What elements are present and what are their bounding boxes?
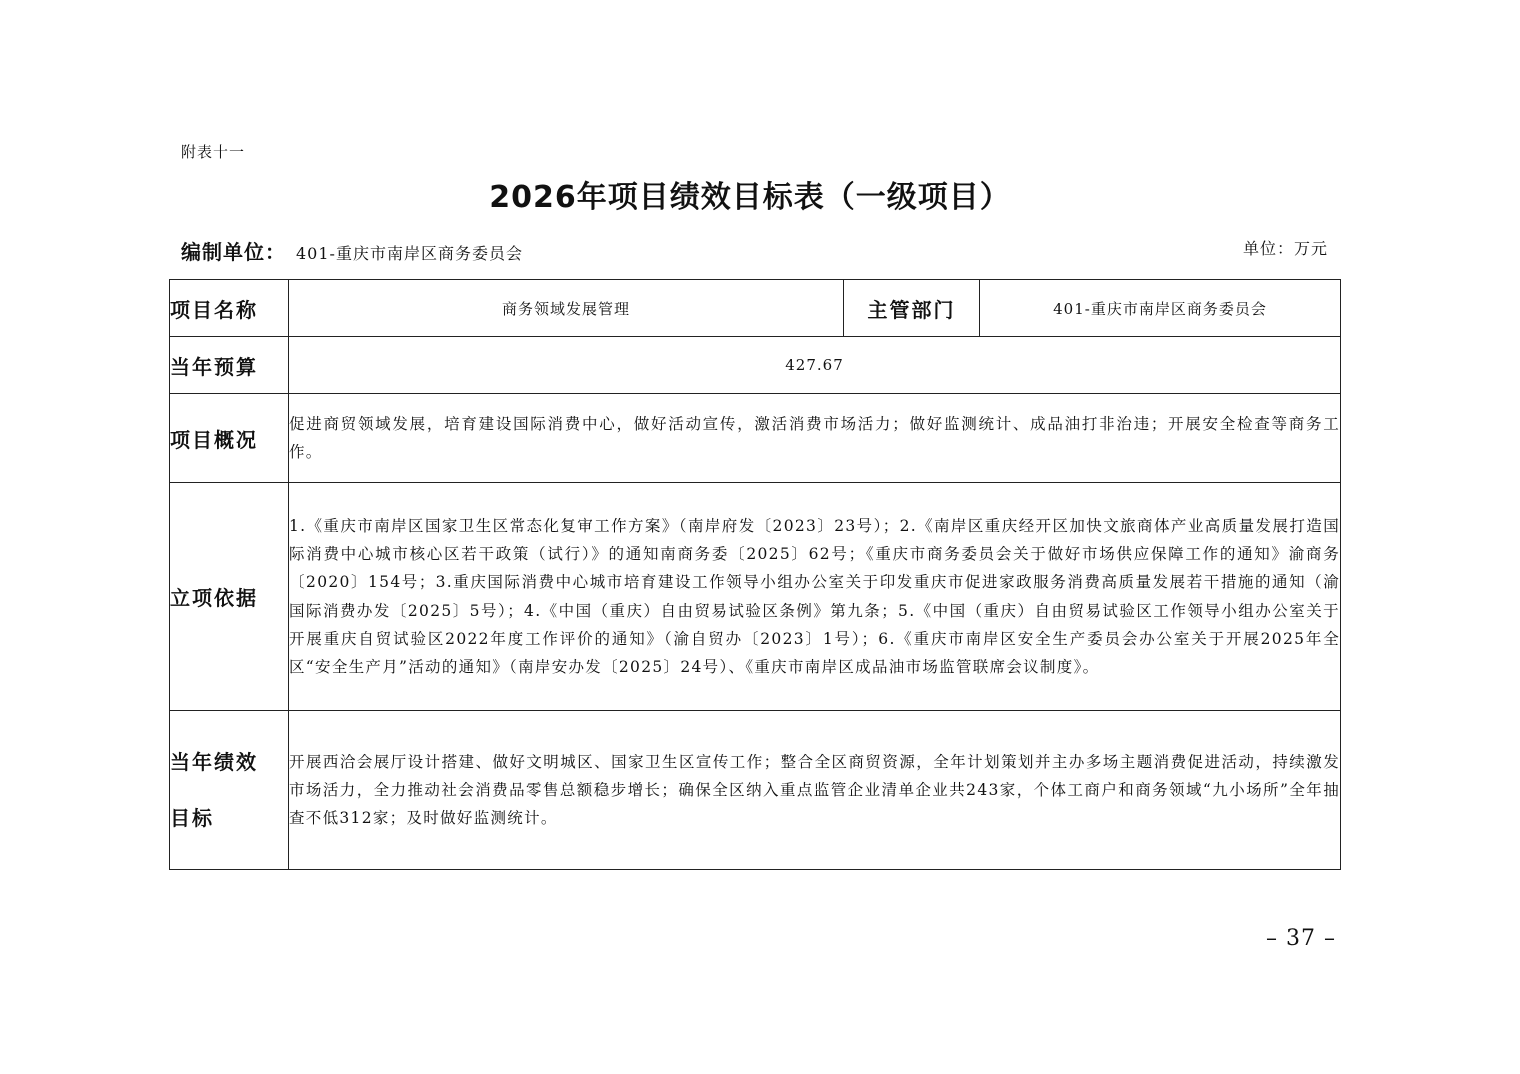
project-name-value: 商务领域发展管理: [289, 280, 844, 337]
attachment-label: 附表十一: [181, 143, 246, 161]
overview-label: 项目概况: [170, 394, 289, 483]
compile-unit-value: 401-重庆市南岸区商务委员会: [296, 244, 523, 263]
department-label: 主管部门: [844, 280, 980, 337]
performance-table: [169, 279, 1341, 870]
goal-label-line1: 当年绩效: [170, 750, 258, 774]
table-row-overview: [170, 394, 1341, 483]
table-row-basis: [170, 483, 1341, 711]
compile-unit: [181, 236, 523, 265]
budget-label: 当年预算: [170, 337, 289, 394]
table-row-project-name: [170, 280, 1341, 337]
overview-value: 促进商贸领域发展，培育建设国际消费中心，做好活动宣传，激活消费市场活力；做好监测统计、成品油打非治违；开展安全检查等商务工作。: [289, 394, 1341, 483]
page-number: – 37 –: [1266, 926, 1336, 951]
table-row-budget: [170, 337, 1341, 394]
basis-value: 1.《重庆市南岸区国家卫生区常态化复审工作方案》（南岸府发〔2023〕23号）；2.《南岸区重庆经开区加快文旅商体产业高质量发展打造国际消费中心城市核心区若干政策（试行）》的通知南商务委〔2025〕62号；《重庆市商务委员会关于做好市场供应保障工作的通知》渝商务〔2020〕154号；3.重庆国际消费中心城市培育建设工作领导小组办公室关于印发重庆市促进家政服务消费高质量发展若干措施的通知（渝国际消费办发〔2025〕5号）；4.《中国（重庆）自由贸易试验区条例》第九条；5.《中国（重庆）自由贸易试验区工作领导小组办公室关于开展重庆自贸试验区2022年度工作评价的通知》（渝自贸办〔2023〕1号）；6.《重庆市南岸区安全生产委员会办公室关于开展2025年全区“安全生产月”活动的通知》（南岸安办发〔2025〕24号）、《重庆市南岸区成品油市场监管联席会议制度》。: [289, 483, 1341, 711]
project-name-label: 项目名称: [170, 280, 289, 337]
goal-label-line2: 目标: [170, 806, 214, 830]
table-row-goal: [170, 711, 1341, 870]
budget-value: 427.67: [289, 337, 1341, 394]
goal-label: [170, 711, 289, 870]
compile-unit-label: 编制单位：: [181, 240, 286, 264]
basis-label: 立项依据: [170, 483, 289, 711]
department-value: 401-重庆市南岸区商务委员会: [980, 280, 1341, 337]
goal-value: 开展西洽会展厅设计搭建、做好文明城区、国家卫生区宣传工作；整合全区商贸资源，全年计划策划并主办多场主题消费促进活动，持续激发市场活力，全力推动社会消费品零售总额稳步增长；确保全区纳入重点监管企业清单企业共243家，个体工商户和商务领域“九小场所”全年抽查不低312家；及时做好监测统计。: [289, 711, 1341, 870]
page-title: 2026年项目绩效目标表（一级项目）: [489, 180, 1011, 215]
unit-label: 单位：万元: [1242, 239, 1328, 258]
